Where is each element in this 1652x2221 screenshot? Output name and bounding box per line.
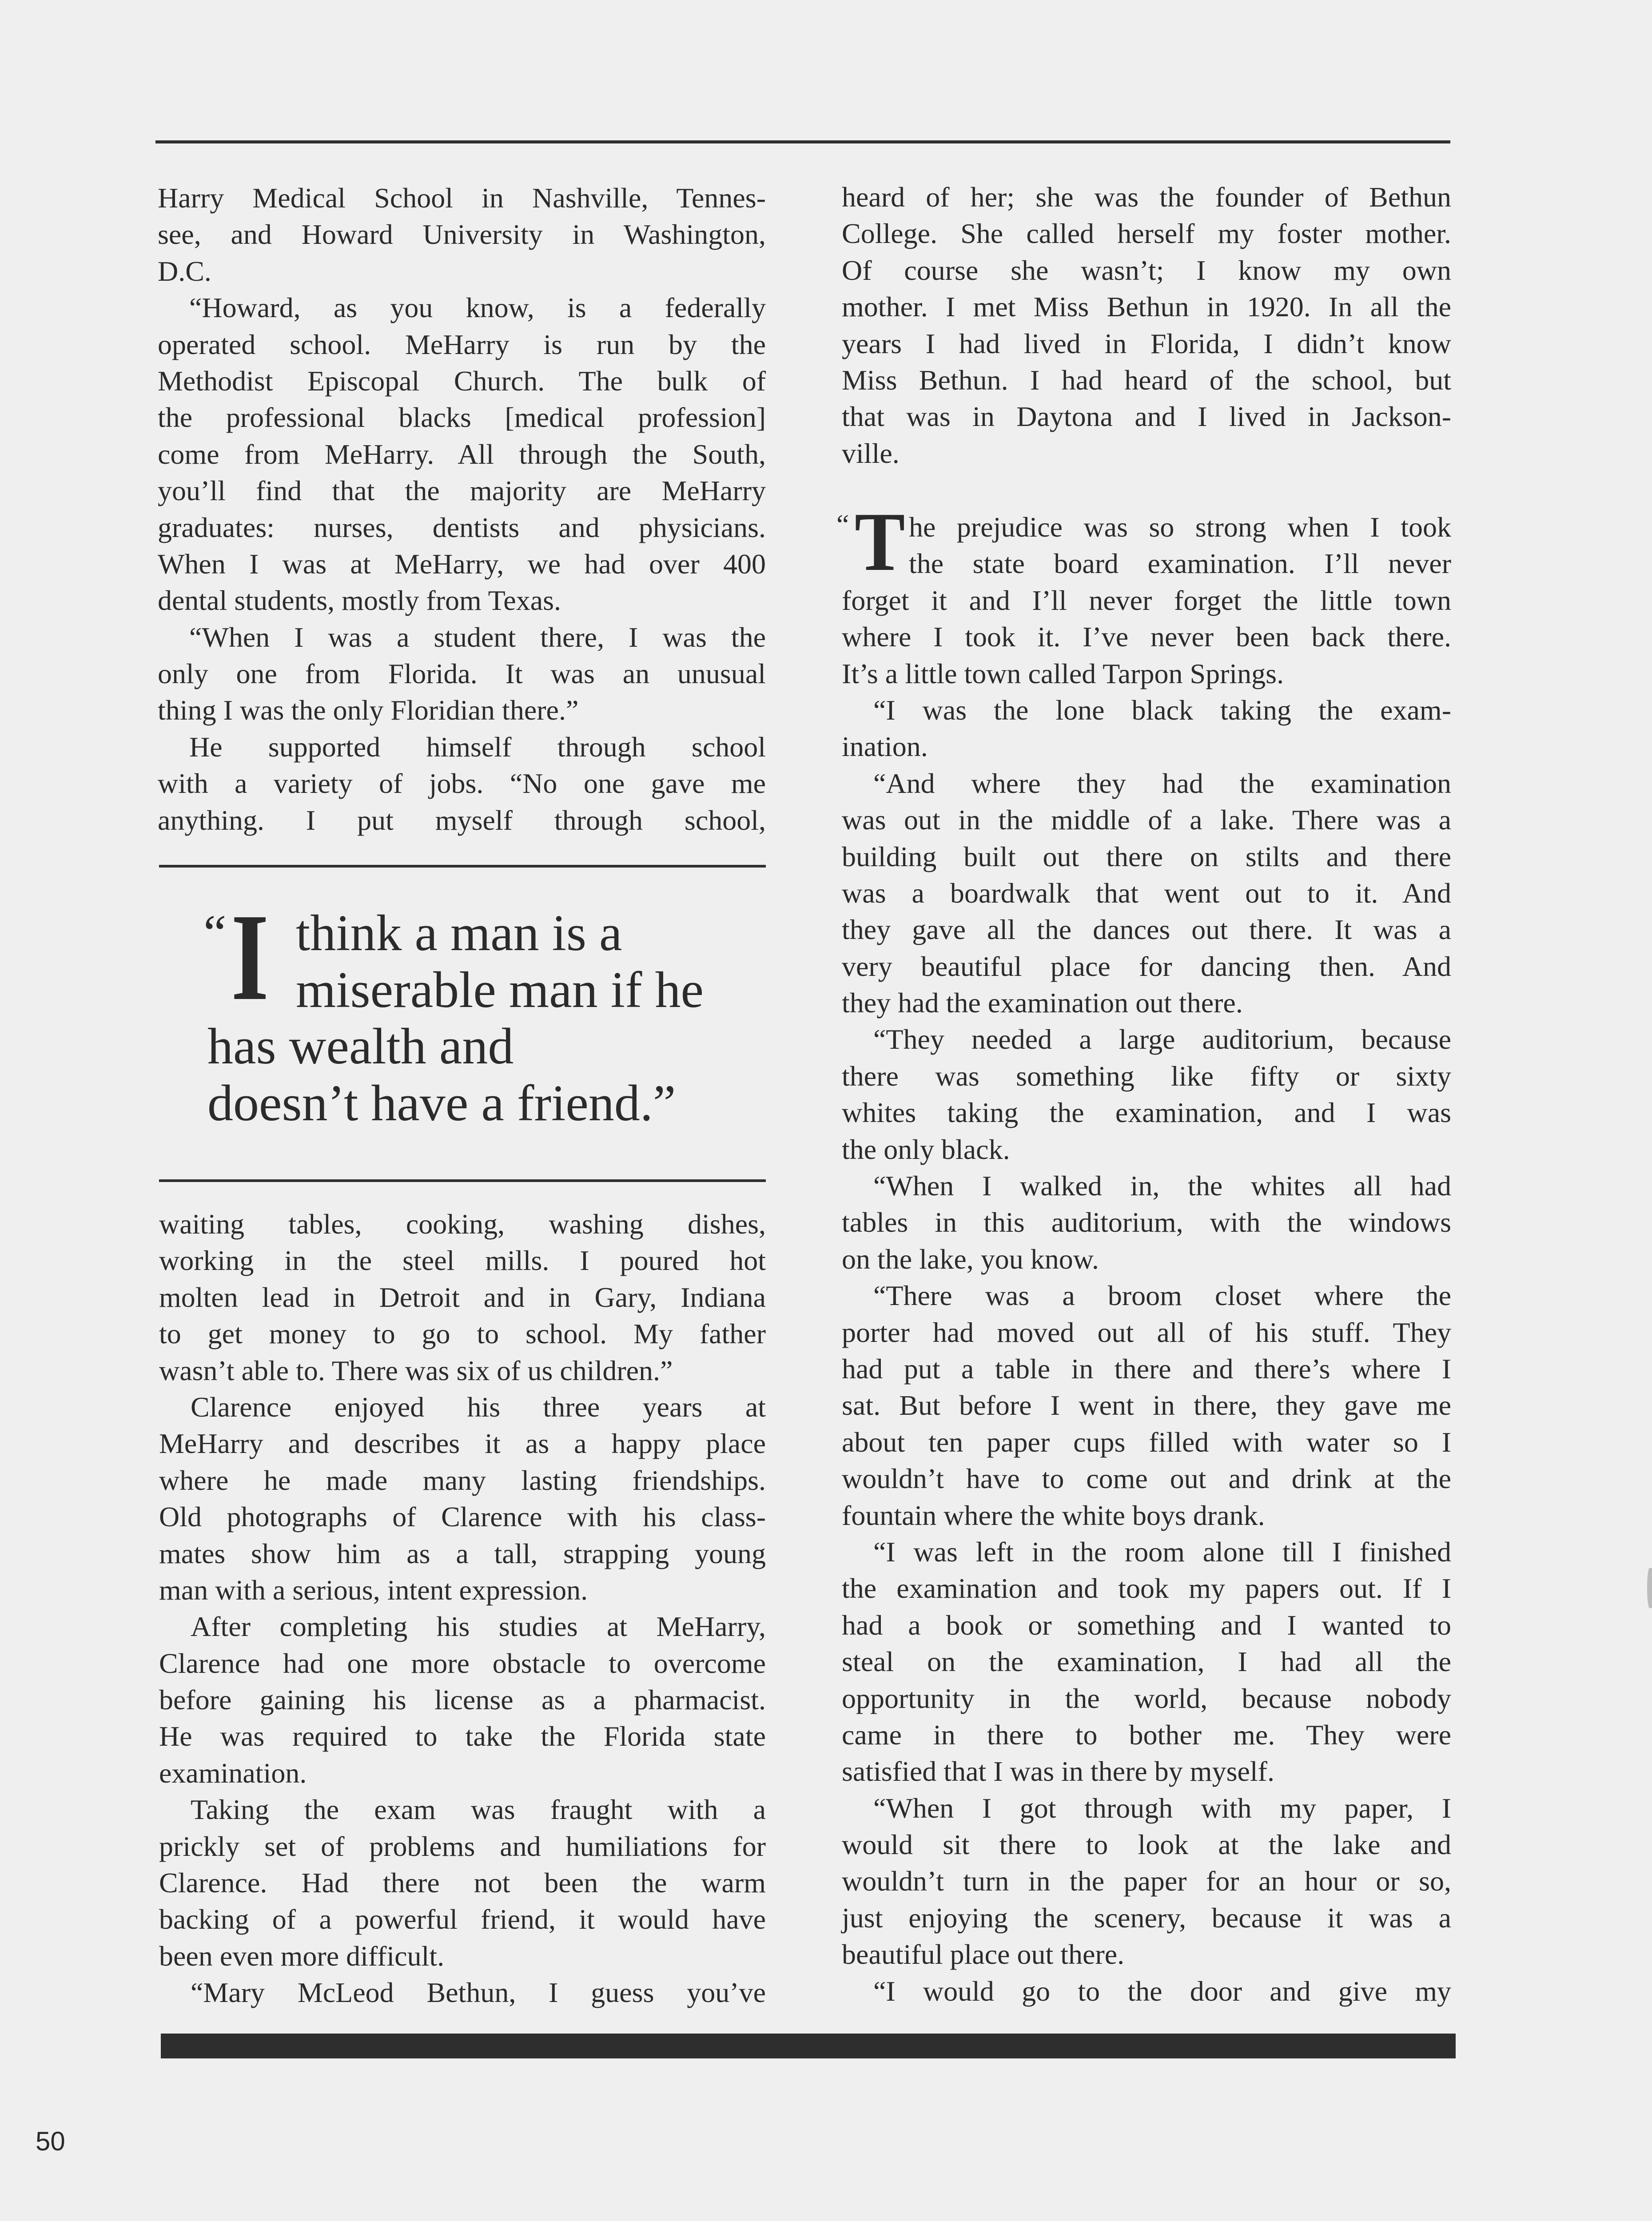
text-line: they gave all the dances out there. It was a [842, 914, 1451, 946]
text-line: see, and Howard University in Washington, [158, 219, 766, 251]
text-line: tables in this auditorium, with the windows [842, 1206, 1451, 1238]
text-line: D.C. [158, 255, 211, 287]
text-line: would sit there to look at the lake and [842, 1829, 1451, 1861]
text-line: that was in Daytona and I lived in Jackson- [842, 401, 1451, 433]
paragraph [159, 1791, 766, 1974]
text-line: It’s a little town called Tarpon Springs. [842, 657, 1284, 689]
text-line: “When I was a student there, I was the [189, 621, 766, 653]
right-column-lower-text [842, 509, 1451, 2010]
paragraph [842, 179, 1451, 472]
text-line: the only black. [842, 1133, 1010, 1165]
text-line: When I was at MeHarry, we had over 400 [158, 548, 766, 580]
text-line: backing of a powerful friend, it would have [159, 1903, 766, 1935]
paragraph [159, 1974, 766, 2011]
text-line: Of course she wasn’t; I know my own [842, 254, 1451, 286]
text-line: “I would go to the door and give my [873, 1975, 1451, 2007]
scan-artifact [1647, 1568, 1652, 1608]
text-line: sat. But before I went in there, they gave me [842, 1389, 1451, 1421]
text-line: about ten paper cups filled with water so I [842, 1426, 1451, 1458]
text-line: on the lake, you know. [842, 1243, 1099, 1275]
left-column-upper-text [158, 180, 766, 839]
pull-quote-drop-cap: I [231, 888, 269, 1026]
pull-quote-bottom-rule [159, 1179, 766, 1182]
text-line: the state board examination. I’ll never [909, 548, 1451, 580]
text-line: “Mary McLeod Bethun, I guess you’ve [191, 1977, 766, 2009]
text-line: came in there to bother me. They were [842, 1719, 1451, 1751]
section-open-quote: “ [836, 509, 849, 540]
text-line: with a variety of jobs. “No one gave me [158, 768, 766, 800]
text-line: opportunity in the world, because nobody [842, 1682, 1451, 1714]
text-line: Miss Bethun. I had heard of the school, but [842, 364, 1451, 396]
text-line: “There was a broom closet where the [873, 1280, 1451, 1312]
text-line: to get money to go to school. My father [159, 1318, 766, 1350]
paragraph [158, 619, 766, 729]
text-line: forget it and I’ll never forget the little town [842, 584, 1451, 616]
pull-quote-line: has wealth and [207, 1018, 514, 1075]
pull-quote-line: miserable man if he [296, 961, 704, 1019]
text-line: Clarence. Had there not been the warm [159, 1867, 766, 1899]
text-line: operated school. MeHarry is run by the [158, 328, 766, 360]
text-line: had put a table in there and there’s where I [842, 1353, 1451, 1385]
text-line: working in the steel mills. I poured hot [159, 1245, 766, 1277]
text-line: where he made many lasting friendships. [159, 1464, 766, 1496]
text-line: wouldn’t turn in the paper for an hour or so, [842, 1865, 1451, 1897]
text-line: “When I walked in, the whites all had [873, 1170, 1451, 1202]
text-line: After completing his studies at MeHarry, [191, 1611, 766, 1643]
text-line: anything. I put myself through school, [158, 804, 766, 836]
text-line: there was something like fifty or sixty [842, 1060, 1451, 1092]
paragraph [158, 290, 766, 619]
text-line: He was required to take the Florida state [159, 1720, 766, 1752]
text-line: Harry Medical School in Nashville, Tennes- [158, 182, 766, 214]
text-line: Clarence had one more obstacle to overcome [159, 1647, 766, 1679]
text-line: thing I was the only Floridian there.” [158, 694, 579, 726]
text-line: where I took it. I’ve never been back there. [842, 621, 1451, 653]
text-line: steal on the examination, I had all the [842, 1646, 1451, 1678]
text-line: Clarence enjoyed his three years at [191, 1391, 766, 1423]
text-line: Methodist Episcopal Church. The bulk of [158, 365, 766, 397]
text-line: the professional blacks [medical profession] [158, 402, 766, 434]
paragraph [842, 1168, 1451, 1278]
text-line: only one from Florida. It was an unusual [158, 658, 766, 690]
text-line: satisfied that I was in there by myself. [842, 1755, 1274, 1787]
pull-quote-line: think a man is a [296, 905, 622, 962]
paragraph [159, 1608, 766, 1791]
text-line: years I had lived in Florida, I didn’t know [842, 327, 1451, 359]
text-line: whites taking the examination, and I was [842, 1097, 1451, 1129]
text-line: been even more difficult. [159, 1940, 445, 1972]
text-line: building built out there on stilts and there [842, 840, 1451, 872]
text-line: “And where they had the examination [873, 767, 1451, 799]
text-line: fountain where the white boys drank. [842, 1499, 1265, 1531]
paragraph [158, 729, 766, 839]
paragraph [842, 1534, 1451, 1790]
text-line: just enjoying the scenery, because it was a [842, 1902, 1451, 1934]
top-rule [155, 140, 1450, 143]
text-line: was out in the middle of a lake. There was a [842, 804, 1451, 836]
pull-quote-open-quote: “ [203, 905, 227, 962]
text-line: ville. [842, 437, 900, 469]
paragraph [159, 1389, 766, 1608]
text-line: wouldn’t have to come out and drink at the [842, 1463, 1451, 1495]
text-line: ination. [842, 731, 928, 763]
left-column-lower-text [159, 1206, 766, 2011]
paragraph [842, 1021, 1451, 1168]
text-line: you’ll find that the majority are MeHarry [158, 475, 766, 507]
paragraph [842, 765, 1451, 1022]
text-line: examination. [159, 1757, 307, 1789]
text-line: before gaining his license as a pharmacist. [159, 1684, 766, 1716]
text-line: “I was left in the room alone till I finished [873, 1536, 1451, 1568]
text-line: they had the examination out there. [842, 987, 1243, 1019]
page-number: 50 [36, 2126, 65, 2156]
paragraph [842, 1790, 1451, 1973]
paragraph [158, 180, 766, 290]
paragraph [842, 1973, 1451, 2010]
text-line: mother. I met Miss Bethun in 1920. In all the [842, 291, 1451, 323]
text-line: Old photographs of Clarence with his class- [159, 1501, 766, 1533]
text-line: “Howard, as you know, is a federally [189, 292, 766, 324]
text-line: graduates: nurses, dentists and physicians. [158, 511, 766, 543]
text-line: heard of her; she was the founder of Bethun [842, 181, 1451, 213]
paragraph [159, 1206, 766, 1389]
text-line: prickly set of problems and humiliations for [159, 1830, 766, 1862]
text-line: “They needed a large auditorium, because [873, 1023, 1451, 1055]
pull-quote [207, 905, 766, 1132]
text-line: porter had moved out all of his stuff. They [842, 1316, 1451, 1348]
text-line: wasn’t able to. There was six of us children.” [159, 1354, 673, 1386]
text-line: man with a serious, intent expression. [159, 1574, 588, 1606]
text-line: waiting tables, cooking, washing dishes, [159, 1208, 766, 1240]
pull-quote-line: doesn’t have a friend.” [207, 1075, 676, 1132]
paragraph [842, 692, 1451, 765]
text-line: very beautiful place for dancing then. And [842, 950, 1451, 982]
text-line: molten lead in Detroit and in Gary, Indiana [159, 1281, 766, 1313]
paragraph [842, 509, 1451, 692]
bottom-bar [161, 2034, 1456, 2058]
text-line: the examination and took my papers out. If I [842, 1572, 1451, 1604]
text-line: beautiful place out there. [842, 1938, 1125, 1970]
text-line: was a boardwalk that went out to it. And [842, 877, 1451, 909]
section-drop-cap: T [855, 495, 905, 588]
text-line: “When I got through with my paper, I [873, 1792, 1451, 1824]
paragraph [842, 1278, 1451, 1534]
text-line: had a book or something and I wanted to [842, 1609, 1451, 1641]
text-line: “I was the lone black taking the exam- [873, 694, 1451, 726]
text-line: come from MeHarry. All through the South, [158, 438, 766, 470]
text-line: he prejudice was so strong when I took [909, 511, 1451, 543]
right-column-upper-text [842, 179, 1451, 472]
text-line: He supported himself through school [189, 731, 766, 763]
text-line: MeHarry and describes it as a happy place [159, 1428, 766, 1460]
pull-quote-top-rule [159, 865, 766, 868]
text-line: dental students, mostly from Texas. [158, 585, 561, 617]
text-line: mates show him as a tall, strapping young [159, 1537, 766, 1569]
text-line: Taking the exam was fraught with a [191, 1794, 766, 1826]
text-line: College. She called herself my foster mother. [842, 218, 1451, 250]
